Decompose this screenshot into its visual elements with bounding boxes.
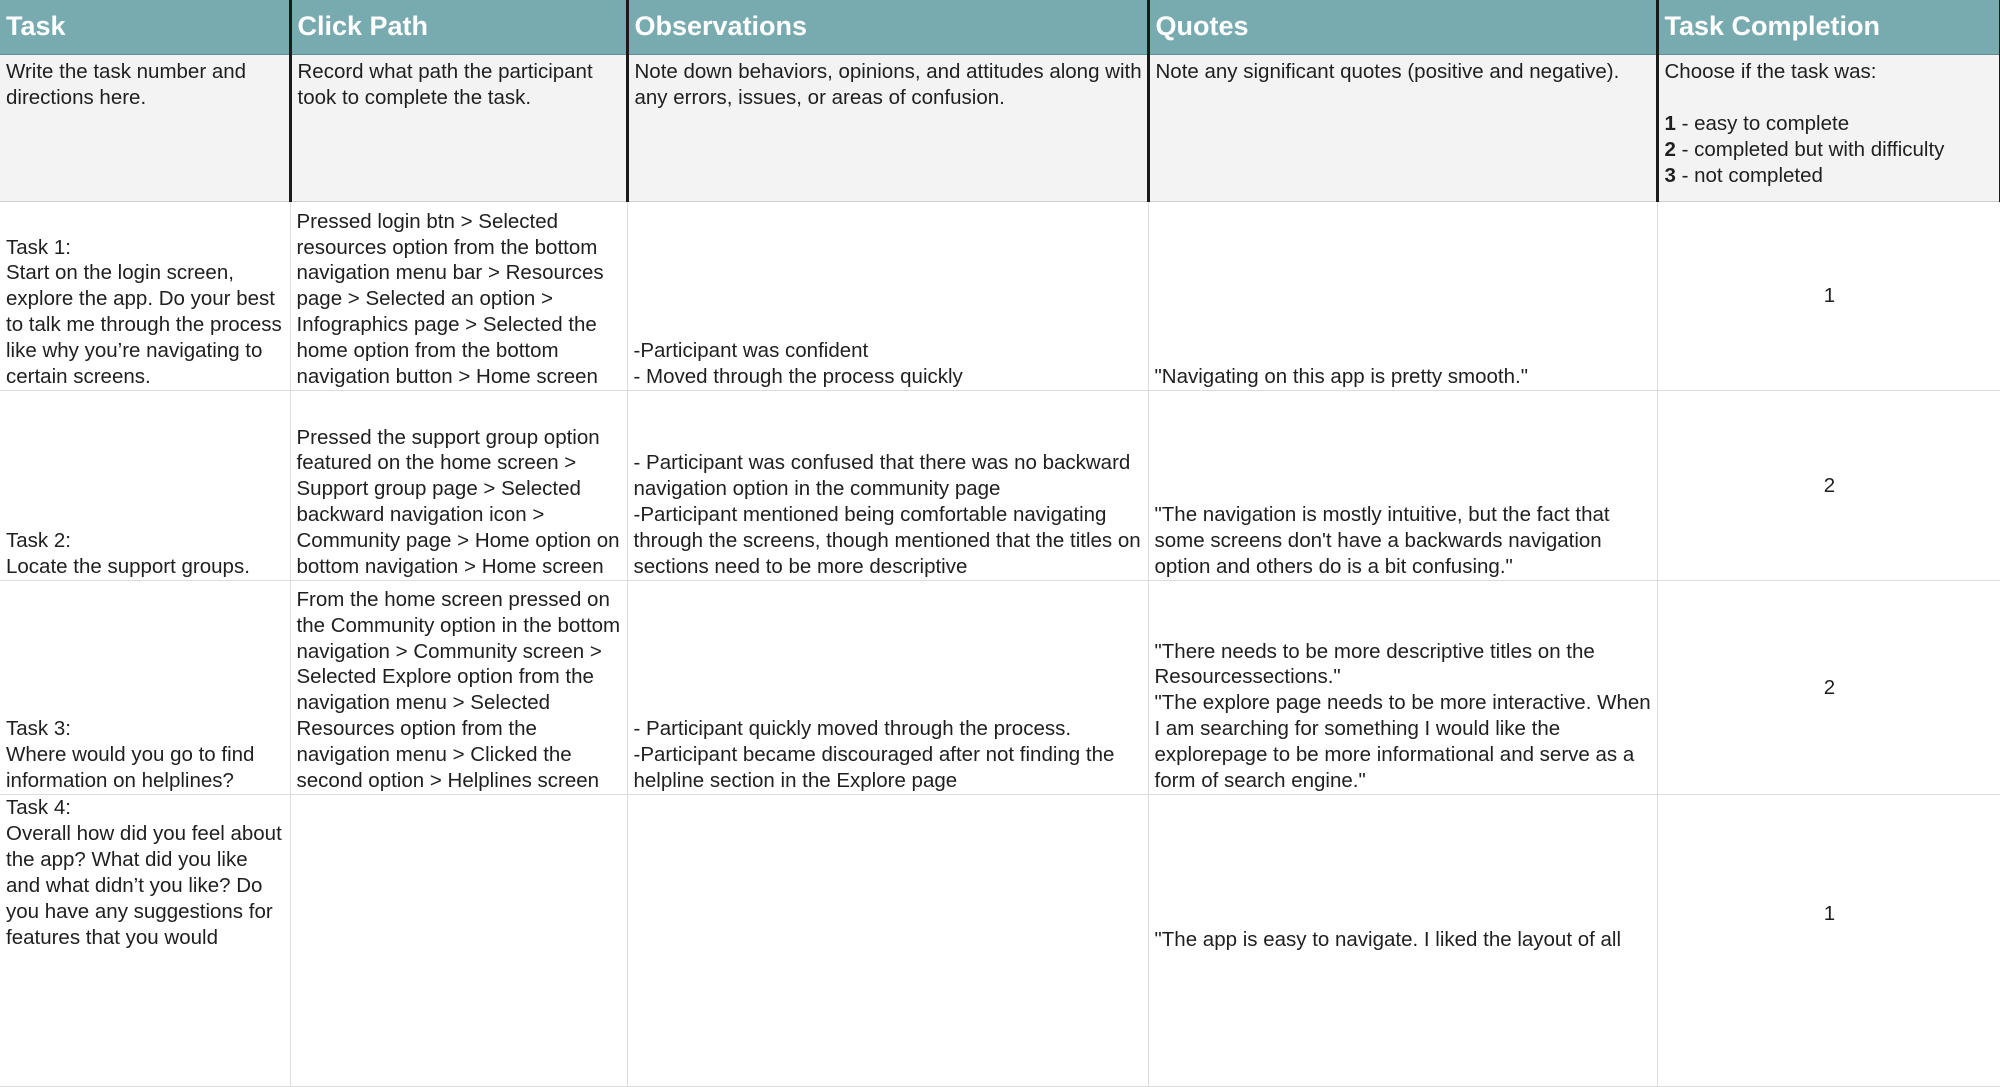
- quote-line: "The app is easy to navigate. I liked the layout of all: [1154, 928, 1622, 951]
- observation-line: - Moved through the process quickly: [633, 365, 963, 389]
- task-row: [0, 795, 2000, 1087]
- option-text: - completed but with difficulty: [1675, 137, 1945, 161]
- click-path-cell[interactable]: [290, 795, 627, 1087]
- task-title: Task 3:: [6, 717, 71, 741]
- header-task[interactable]: Task: [0, 0, 290, 55]
- observation-line: -Participant was confident: [633, 339, 869, 363]
- guide-task-cell[interactable]: Write the task number and directions here.: [0, 55, 290, 202]
- completion-cell[interactable]: 2: [1657, 581, 2000, 795]
- option-text: - not completed: [1675, 163, 1823, 187]
- task-description: Start on the login screen, explore the app. Do your best to talk me through the process like why you’re navigating to certain screens.: [6, 261, 282, 389]
- quote-line: "There needs to be more descriptive titles on the Resourcessections.": [1154, 639, 1595, 689]
- click-path-cell[interactable]: From the home screen pressed on the Community option in the bottom navigation > Community screen > Selected Explore option from the navigation menu > Selected Resources option from the navigation menu > Clicked the second option > Helplines screen: [290, 581, 627, 795]
- completion-option: [1665, 163, 1995, 189]
- observation-line: - Participant was confused that there was no backward navigation option in the community page: [633, 451, 1131, 501]
- guide-observations-cell[interactable]: Note down behaviors, opinions, and attitudes along with any errors, issues, or areas of confusion.: [627, 55, 1148, 202]
- task-title: Task 1:: [6, 235, 71, 259]
- guide-completion-intro: Choose if the task was:: [1664, 60, 1877, 83]
- task-cell[interactable]: [0, 202, 290, 391]
- option-text: - easy to complete: [1675, 111, 1850, 135]
- quotes-cell[interactable]: [1148, 581, 1657, 795]
- observations-cell[interactable]: [627, 581, 1148, 795]
- task-title: Task 2:: [6, 529, 71, 553]
- observations-cell[interactable]: [627, 391, 1148, 581]
- quote-line: "The explore page needs to be more interactive. When I am searching for something I would like the explorepage to be more informational and serve as a form of search engine.": [1154, 691, 1651, 793]
- task-row: [0, 391, 2000, 581]
- quote-line: "Navigating on this app is pretty smooth.": [1154, 365, 1528, 389]
- completion-option: [1665, 111, 1995, 137]
- task-title: Task 4:: [6, 796, 71, 819]
- task-description: Where would you go to find information on helplines?: [6, 743, 255, 793]
- completion-cell[interactable]: 2: [1657, 391, 2000, 581]
- option-number: 2: [1664, 137, 1676, 161]
- observation-line: -Participant became discouraged after not finding the helpline section in the Explore page: [633, 743, 1115, 793]
- task-cell[interactable]: [0, 391, 290, 581]
- completion-cell[interactable]: 1: [1657, 202, 2000, 391]
- task-description: Overall how did you feel about the app? What did you like and what didn’t you like? Do you have any suggestions for features that you would: [6, 821, 282, 949]
- quotes-cell[interactable]: [1148, 795, 1657, 1087]
- guide-click-path-cell[interactable]: Record what path the participant took to complete the task.: [290, 55, 627, 202]
- completion-cell[interactable]: 1: [1657, 795, 2000, 1087]
- observation-line: - Participant quickly moved through the process.: [633, 717, 1072, 741]
- blank-line: [1665, 85, 1995, 111]
- guide-row: [0, 55, 2000, 202]
- task-cell[interactable]: [0, 581, 290, 795]
- header-quotes[interactable]: Quotes: [1148, 0, 1657, 55]
- task-cell[interactable]: [0, 795, 290, 1087]
- observations-cell[interactable]: [627, 795, 1148, 1087]
- guide-quotes-cell[interactable]: Note any significant quotes (positive and negative).: [1148, 55, 1657, 202]
- option-number: 1: [1664, 111, 1676, 135]
- header-row: [0, 0, 2000, 55]
- click-path-cell[interactable]: Pressed login btn > Selected resources option from the bottom navigation menu bar > Resources page > Selected an option > Infographics page > Selected the home option from the bottom navigation button > Home screen: [290, 202, 627, 391]
- observation-line: -Participant mentioned being comfortable navigating through the screens, though mentioned that the titles on sections need to be more descriptive: [633, 503, 1141, 579]
- task-description: Locate the support groups.: [6, 555, 250, 579]
- guide-completion-cell[interactable]: [1657, 55, 2000, 202]
- option-number: 3: [1664, 163, 1676, 187]
- click-path-cell[interactable]: Pressed the support group option featured on the home screen > Support group page > Selected backward navigation icon > Community page > Home option on bottom navigation > Home screen: [290, 391, 627, 581]
- quotes-cell[interactable]: [1148, 202, 1657, 391]
- header-click-path[interactable]: Click Path: [290, 0, 627, 55]
- header-task-completion[interactable]: Task Completion: [1657, 0, 2000, 55]
- completion-option: [1665, 137, 1995, 163]
- task-row: [0, 202, 2000, 391]
- header-observations[interactable]: Observations: [627, 0, 1148, 55]
- quote-line: "The navigation is mostly intuitive, but the fact that some screens don't have a backwards navigation option and others do is a bit confusing.": [1154, 503, 1610, 579]
- observations-cell[interactable]: [627, 202, 1148, 391]
- task-row: [0, 581, 2000, 795]
- quotes-cell[interactable]: [1148, 391, 1657, 581]
